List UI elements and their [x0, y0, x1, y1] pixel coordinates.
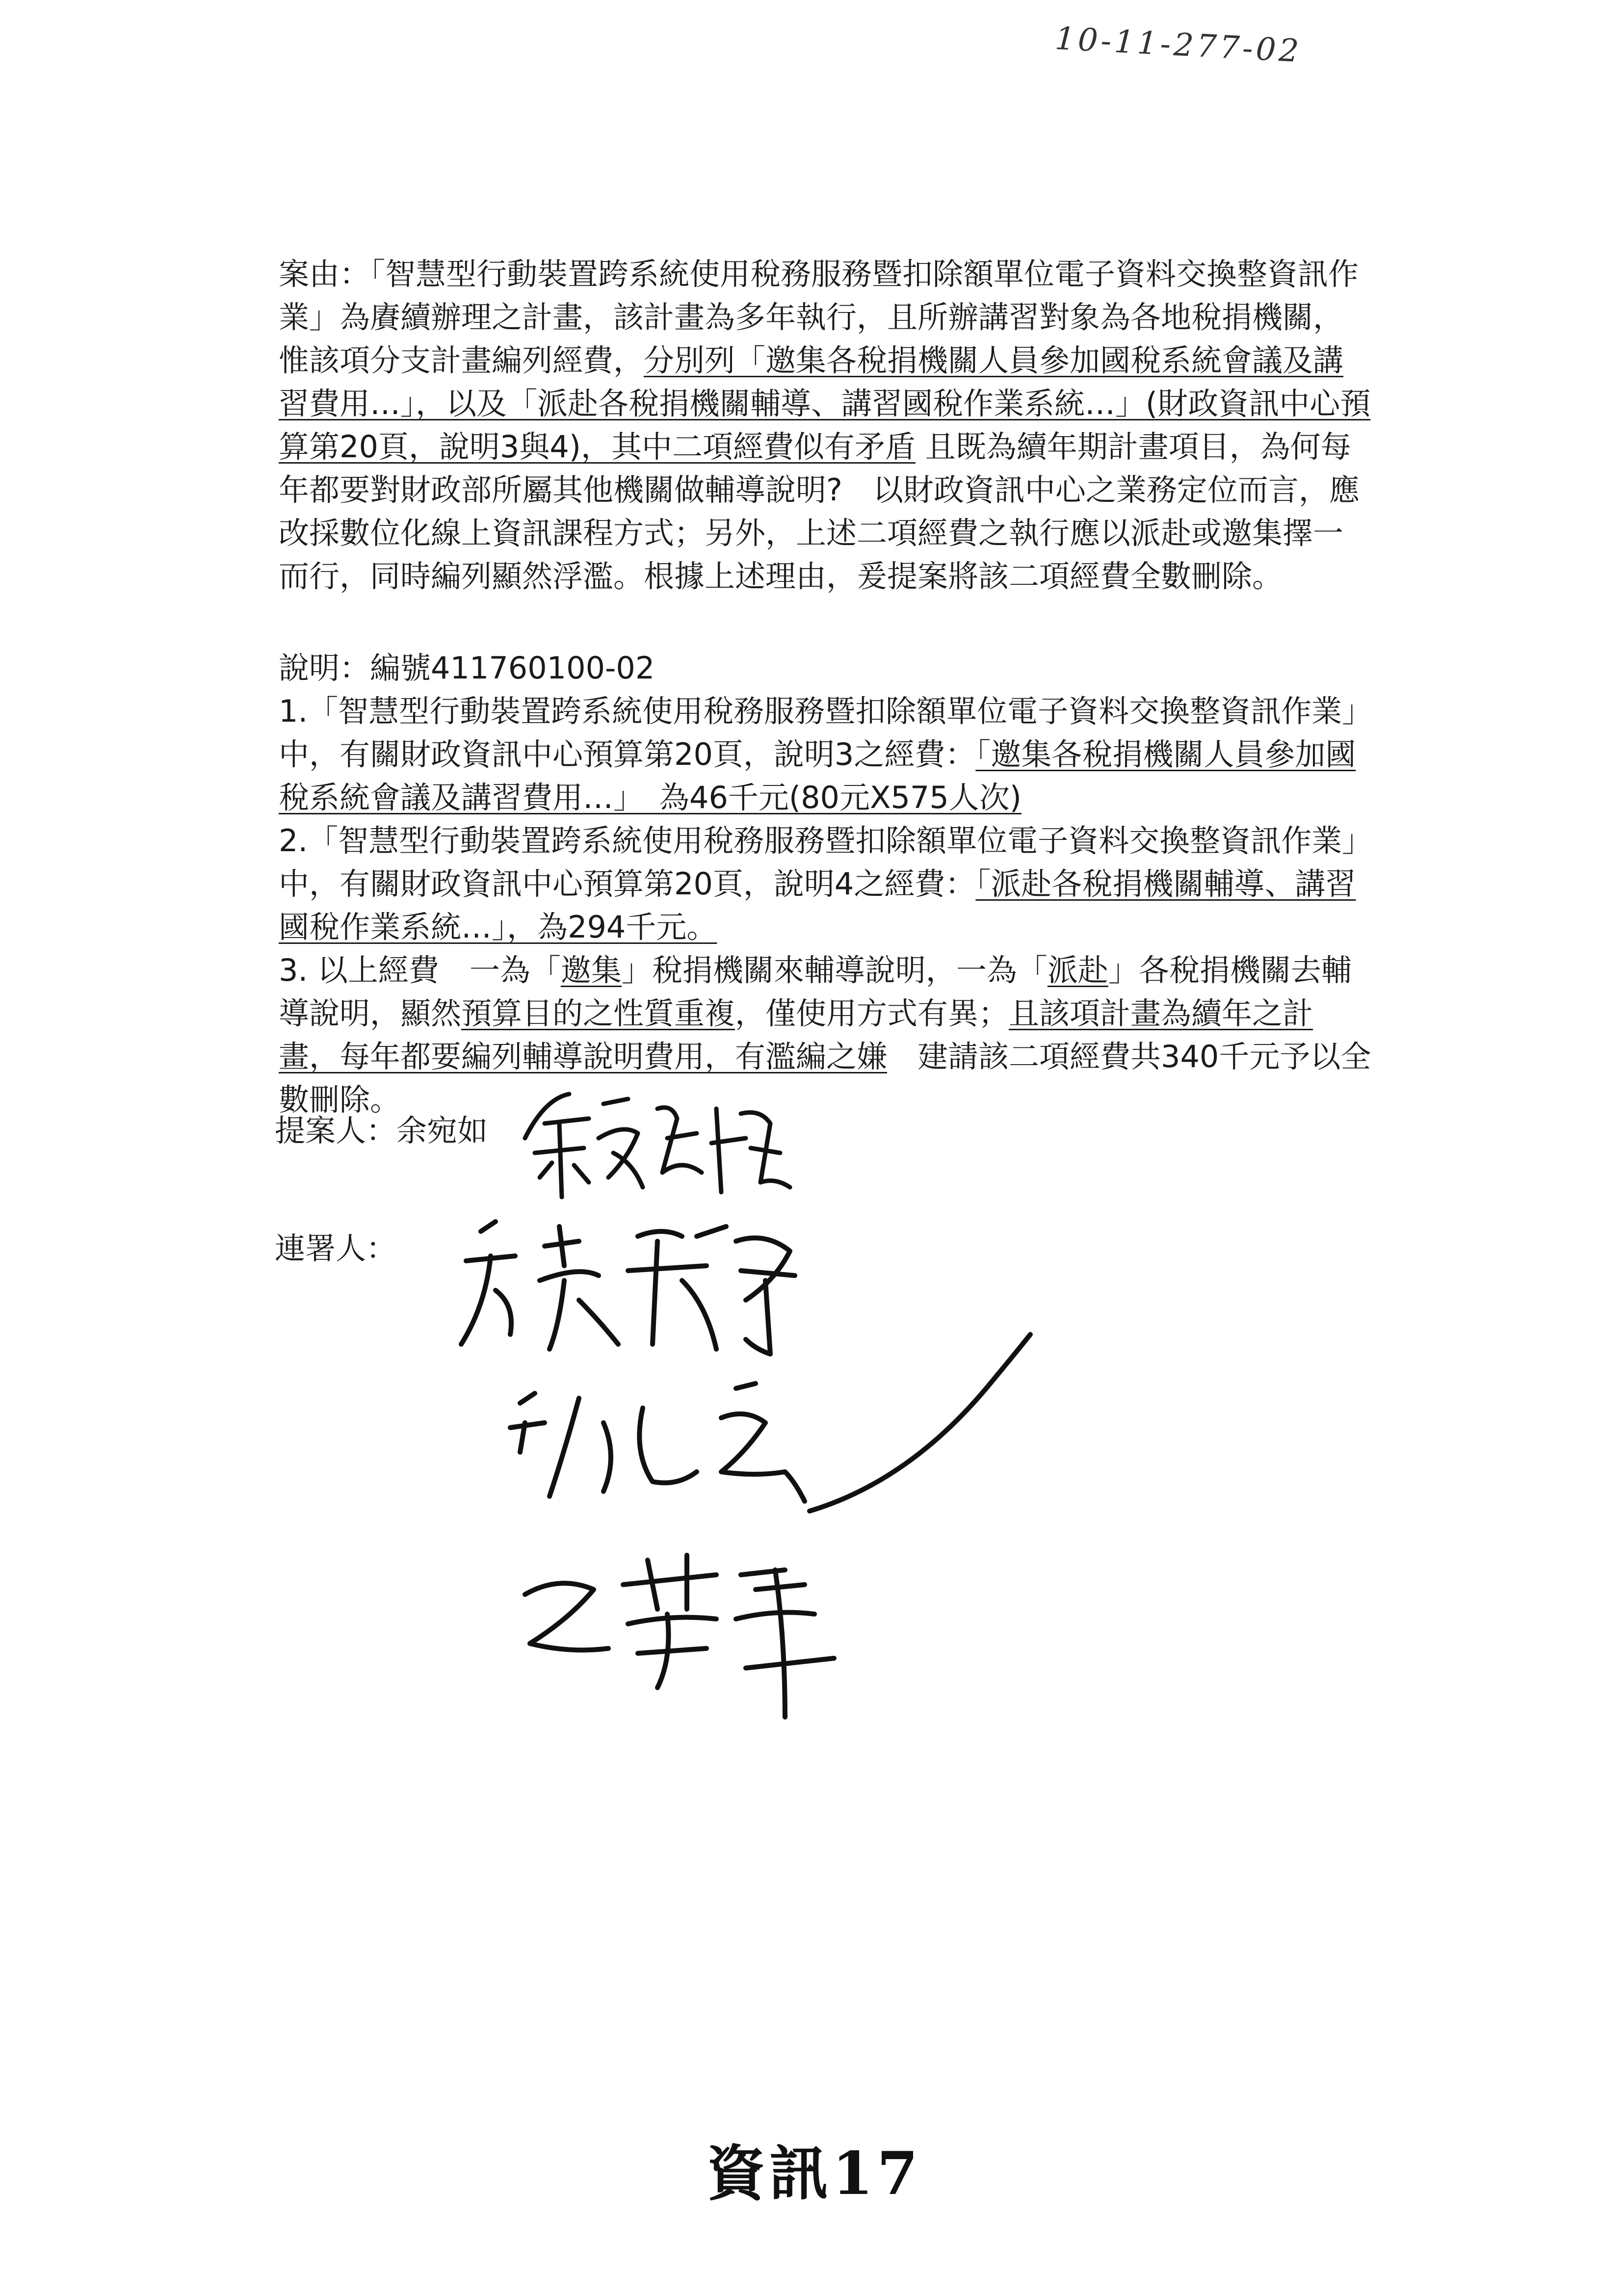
- item-3-text-c: 」各稅捐機關去輔導說明，顯然: [279, 952, 1352, 1031]
- explanation-section: [279, 647, 1373, 1122]
- explanation-item-1: [279, 690, 1373, 819]
- proposer-label: 提案人：余宛如: [275, 1113, 488, 1148]
- item-3-underlined-3: 預算目的之性質重複: [461, 995, 735, 1031]
- case-text-1: 「智慧型行動裝置跨系統使用稅務服務暨扣除額單位電子資料交換整資訊作業」為賡續辦理之計畫，該計畫為多年執行，且所辦講習對象為各地稅捐機關，惟該項分支計畫編列經費，: [279, 256, 1359, 378]
- item-1-text: 1.「智慧型行動裝置跨系統使用稅務服務暨扣除額單位電子資料交換整資訊作業」中，有關財政資訊中心預算第20頁，說明3之經費：: [279, 693, 1373, 772]
- cosigner-signature-3: [510, 1540, 873, 1727]
- case-reason: [279, 253, 1373, 598]
- case-paragraph: [279, 253, 1373, 598]
- case-underlined-text: 分別列「邀集各稅捐機關人員參加國稅系統會議及講習費用…」，以及「派赴各稅捐機關輔導、講習國稅作業系統…」(財政資訊中心預算第20頁，說明3與4)，其中二項經費似有矛盾: [279, 342, 1371, 465]
- item-3-text-b: 」稅捐機關來輔導說明，一為「: [621, 952, 1048, 988]
- item-3-text-e: 建請該二項經費共340千元予以全數刪除。: [279, 1039, 1371, 1118]
- cosigner-signature-2: [491, 1325, 1055, 1570]
- handwritten-stamp: 10-11-277-02: [1054, 20, 1303, 70]
- item-3-text-a: 3. 以上經費 一為「: [279, 952, 561, 988]
- item-1-underlined: 「邀集各稅捐機關人員參加國稅系統會議及講習費用…」 為46千元(80元X575人次): [279, 736, 1356, 815]
- item-3-underlined-1: 邀集: [560, 952, 622, 988]
- cosigner-label: 連署人：: [275, 1230, 397, 1266]
- item-2-text: 2.「智慧型行動裝置跨系統使用稅務服務暨扣除額單位電子資料交換整資訊作業」中，有關財政資訊中心預算第20頁，說明4之經費：: [279, 823, 1373, 902]
- proposer-signature: [515, 1079, 810, 1207]
- footer-handwritten-mark: 資訊17: [707, 2139, 922, 2208]
- explanation-item-2: [279, 819, 1373, 949]
- item-3-underlined-2: 派赴: [1047, 952, 1108, 988]
- case-label: 案由：: [279, 256, 370, 292]
- item-3-text-d: ，僅使用方式有異；: [735, 995, 1009, 1031]
- item-3-underlined-4: 且該項計畫為續年之計畫，每年都要編列輔導說明費用，有濫編之嫌: [279, 995, 1313, 1074]
- item-2-underlined: 「派赴各稅捐機關輔導、講習國稅作業系統…」，為294千元。: [279, 866, 1356, 945]
- explanation-heading: 說明：編號411760100-02: [279, 650, 655, 686]
- case-text-2: 且既為續年期計畫項目，為何每年都要對財政部所屬其他機關做輔導說明? 以財政資訊中心之業務定位而言，應改採數位化線上資訊課程方式；另外，上述二項經費之執行應以派赴或邀集擇一而行，同時編列顯然浮濫。根據上述理由，爰提案將該二項經費全數刪除。: [279, 429, 1360, 594]
- explanation-item-3: [279, 949, 1373, 1122]
